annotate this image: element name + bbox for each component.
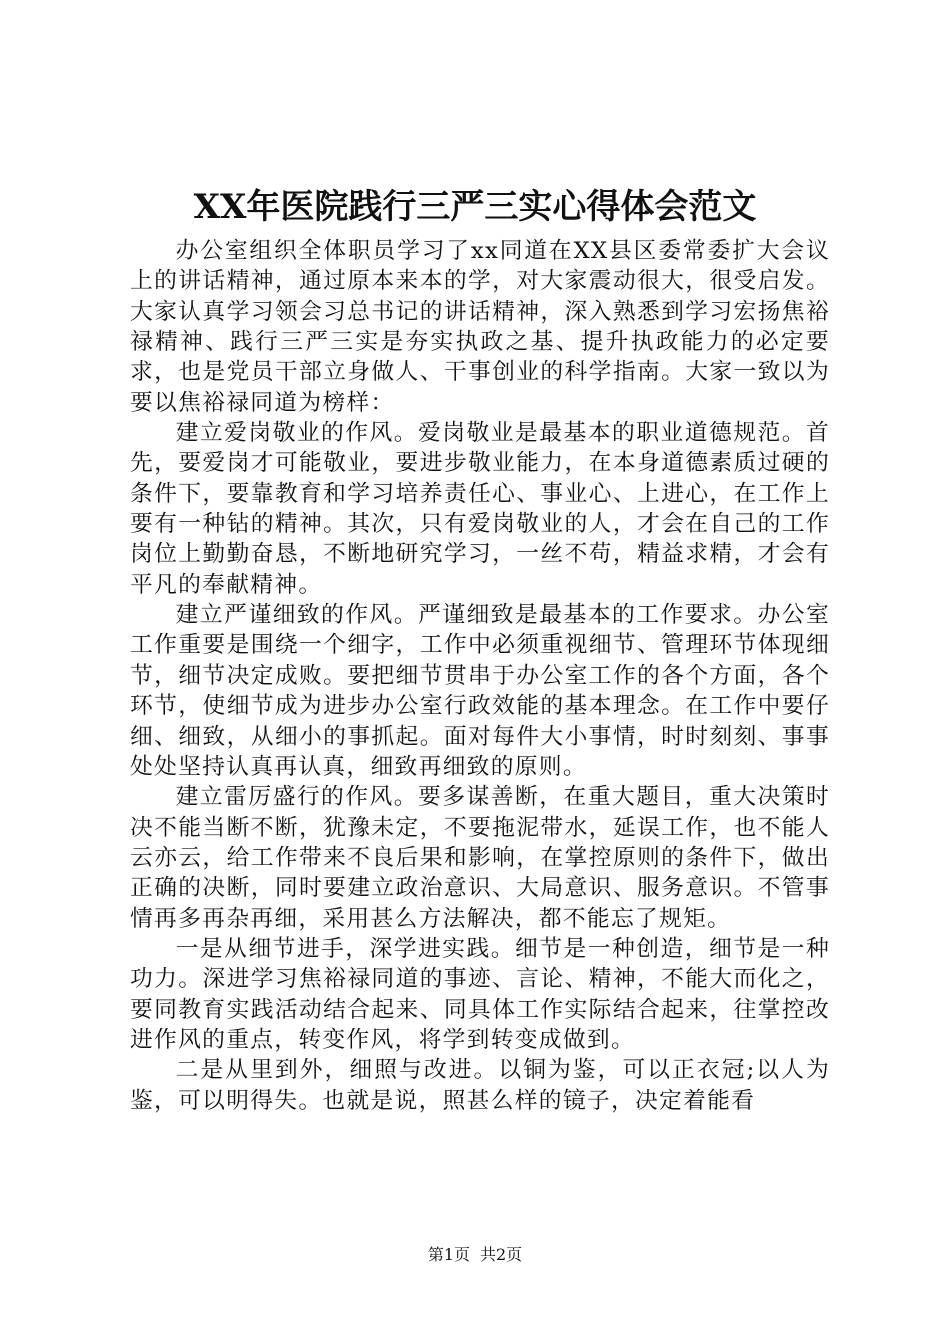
page-footer [0,1244,950,1266]
paragraph-1: 办公室组织全体职员学习了xx同道在XX县区委常委扩大会议上的讲话精神，通过原本来本的学，对大家震动很大，很受启发。大家认真学习领会习总书记的讲话精神，深入熟悉到学习宏扬焦裕禄精神、践行三严三实是夯实执政之基、提升执政能力的必定要求，也是党员干部立身做人、干事创业的科学指南。大家一致以为要以焦裕禄同道为榜样： [130,238,830,416]
paragraph-4: 建立雷厉盛行的作风。要多谋善断，在重大题目，重大决策时决不能当断不断，犹豫未定，不要拖泥带水，延误工作，也不能人云亦云，给工作带来不良后果和影响，在掌控原则的条件下，做出正确的决断，同时要建立政治意识、大局意识、服务意识。不管事情再多再杂再细，采用甚么方法解决，都不能忘了规矩。 [130,784,830,932]
document-body [130,236,830,1116]
paragraph-2: 建立爱岗敬业的作风。爱岗敬业是最基本的职业道德规范。首先，要爱岗才可能敬业，要进步敬业能力，在本身道德素质过硬的条件下，要靠教育和学习培养责任心、事业心、上进心，在工作上要有一种钻的精神。其次，只有爱岗敬业的人，才会在自己的工作岗位上勤勤奋恳，不断地研究学习，一丝不苟，精益求精，才会有平凡的奉献精神。 [130,420,830,598]
paragraph-6: 二是从里到外，细照与改进。以铜为鉴，可以正衣冠;以人为鉴，可以明得失。也就是说，照甚么样的镜子，决定着能看 [130,1057,830,1114]
paragraph-5: 一是从细节进手，深学进实践。细节是一种创造，细节是一种功力。深进学习焦裕禄同道的事迹、言论、精神，不能大而化之，要同教育实践活动结合起来、同具体工作实际结合起来，往掌控改进作风的重点，转变作风，将学到转变成做到。 [130,935,830,1053]
page-total: 共2页 [480,1245,523,1264]
document-title: XX年医院践行三严三实心得体会范文 [193,187,757,227]
paragraph-3: 建立严谨细致的作风。严谨细致是最基本的工作要求。办公室工作重要是围绕一个细字，工作中必须重视细节、管理环节体现细节，细节决定成败。要把细节贯串于办公室工作的各个方面，各个环节，使细节成为进步办公室行政效能的基本理念。在工作中要仔细、细致，从细小的事抓起。面对每件大小事情，时时刻刻、事事处处坚持认真再认真，细致再细致的原则。 [130,602,830,780]
page-number: 第1页 [427,1245,470,1264]
